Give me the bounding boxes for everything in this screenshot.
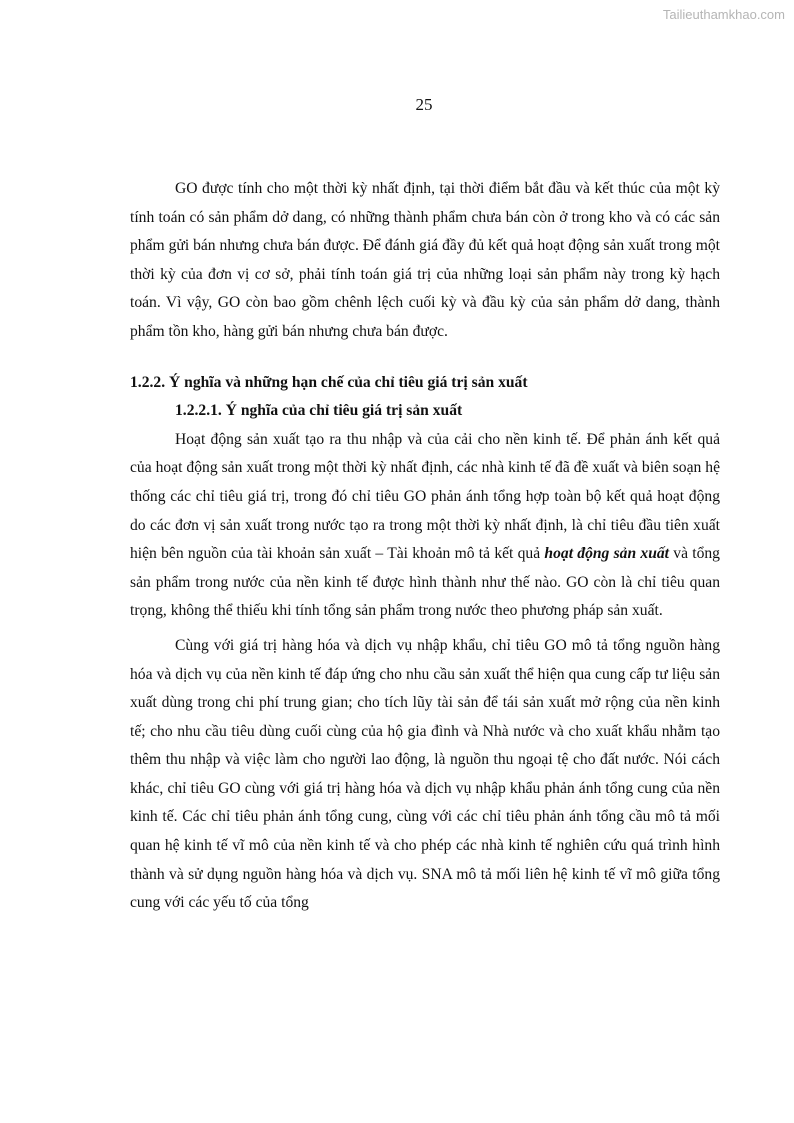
subsection-heading-1-2-2-1: 1.2.2.1. Ý nghĩa của chỉ tiêu giá trị sản xuất — [175, 402, 463, 420]
paragraph-total-supply: Cùng với giá trị hàng hóa và dịch vụ nhập khẩu, chỉ tiêu GO mô tả tổng nguồn hàng hóa và dịch vụ của nền kinh tế đáp ứng cho nhu cầu sản xuất thể hiện qua cung cấp tư liệu sản xuất dùng trong chi phí trung gian; cho tích lũy tài sản để tái sản xuất mở rộng của nền kinh tế; cho nhu cầu tiêu dùng cuối cùng của hộ gia đình và Nhà nước và cho xuất khẩu nhằm tạo thêm thu nhập và việc làm cho người lao động, là nguồn thu ngoại tệ cho đất nước. Nói cách khác, chỉ tiêu GO cùng với giá trị hàng hóa và dịch vụ nhập khẩu phản ánh tổng cung của nền kinh tế. Các chỉ tiêu phản ánh tổng cung, cùng với các chỉ tiêu phản ánh tổng cầu mô tả mối quan hệ kinh tế vĩ mô của nền kinh tế và cho phép các nhà kinh tế nghiên cứu quá trình hình thành và sử dụng nguồn hàng hóa và dịch vụ. SNA mô tả mối liên hệ kinh tế vĩ mô giữa tổng cung với các yếu tố của tổng — [130, 636, 720, 912]
section-heading-1-2-2: 1.2.2. Ý nghĩa và những hạn chế của chỉ tiêu giá trị sản xuất — [130, 373, 528, 391]
paragraph-go-period: GO được tính cho một thời kỳ nhất định, tại thời điểm bắt đầu và kết thúc của một kỳ tính toán có sản phẩm dở dang, có những thành phẩm chưa bán còn ở trong kho và có các sản phẩm gửi bán nhưng chưa bán được. Để đánh giá đầy đủ kết quả hoạt động sản xuất trong một thời kỳ của đơn vị cơ sở, phải tính toán giá trị của những loại sản phẩm này trong kỳ hạch toán. Vì vậy, GO còn bao gồm chênh lệch cuối kỳ và đầu kỳ của sản phẩm dở dang, thành phẩm tồn kho, hàng gửi bán nhưng chưa bán được. — [130, 180, 720, 340]
paragraph-text-start: Hoạt động sản xuất tạo ra thu nhập và của cải cho nền kinh tế. Để phản ánh kết quả của hoạt động sản xuất trong một thời kỳ nhất định, các nhà kinh tế đã đề xuất và biên soạn hệ thống các chỉ tiêu giá trị, trong đó chỉ tiêu GO phản ánh tổng hợp toàn bộ kết quả hoạt động do các đơn vị sản xuất trong nước tạo ra trong một thời kỳ nhất định, là chỉ tiêu đầu tiên xuất hiện bên nguồn của tài khoản sản xuất – Tài khoản mô tả kết quả — [130, 430, 720, 563]
page-number: 25 — [415, 95, 433, 114]
paragraph-production-activity — [130, 426, 720, 626]
document-body — [130, 175, 720, 924]
watermark: Tailieuthamkhao.com — [662, 7, 785, 22]
paragraph-text-end: và tổng sản phẩm trong nước của nền kinh tế được hình thành như thế nào. GO còn là chỉ tiêu quan trọng, không thể thiếu khi tính tổng sản phẩm trong nước theo phương pháp sản xuất. — [130, 545, 720, 620]
emphasis-production-activity: hoạt động sản xuất — [544, 545, 670, 563]
